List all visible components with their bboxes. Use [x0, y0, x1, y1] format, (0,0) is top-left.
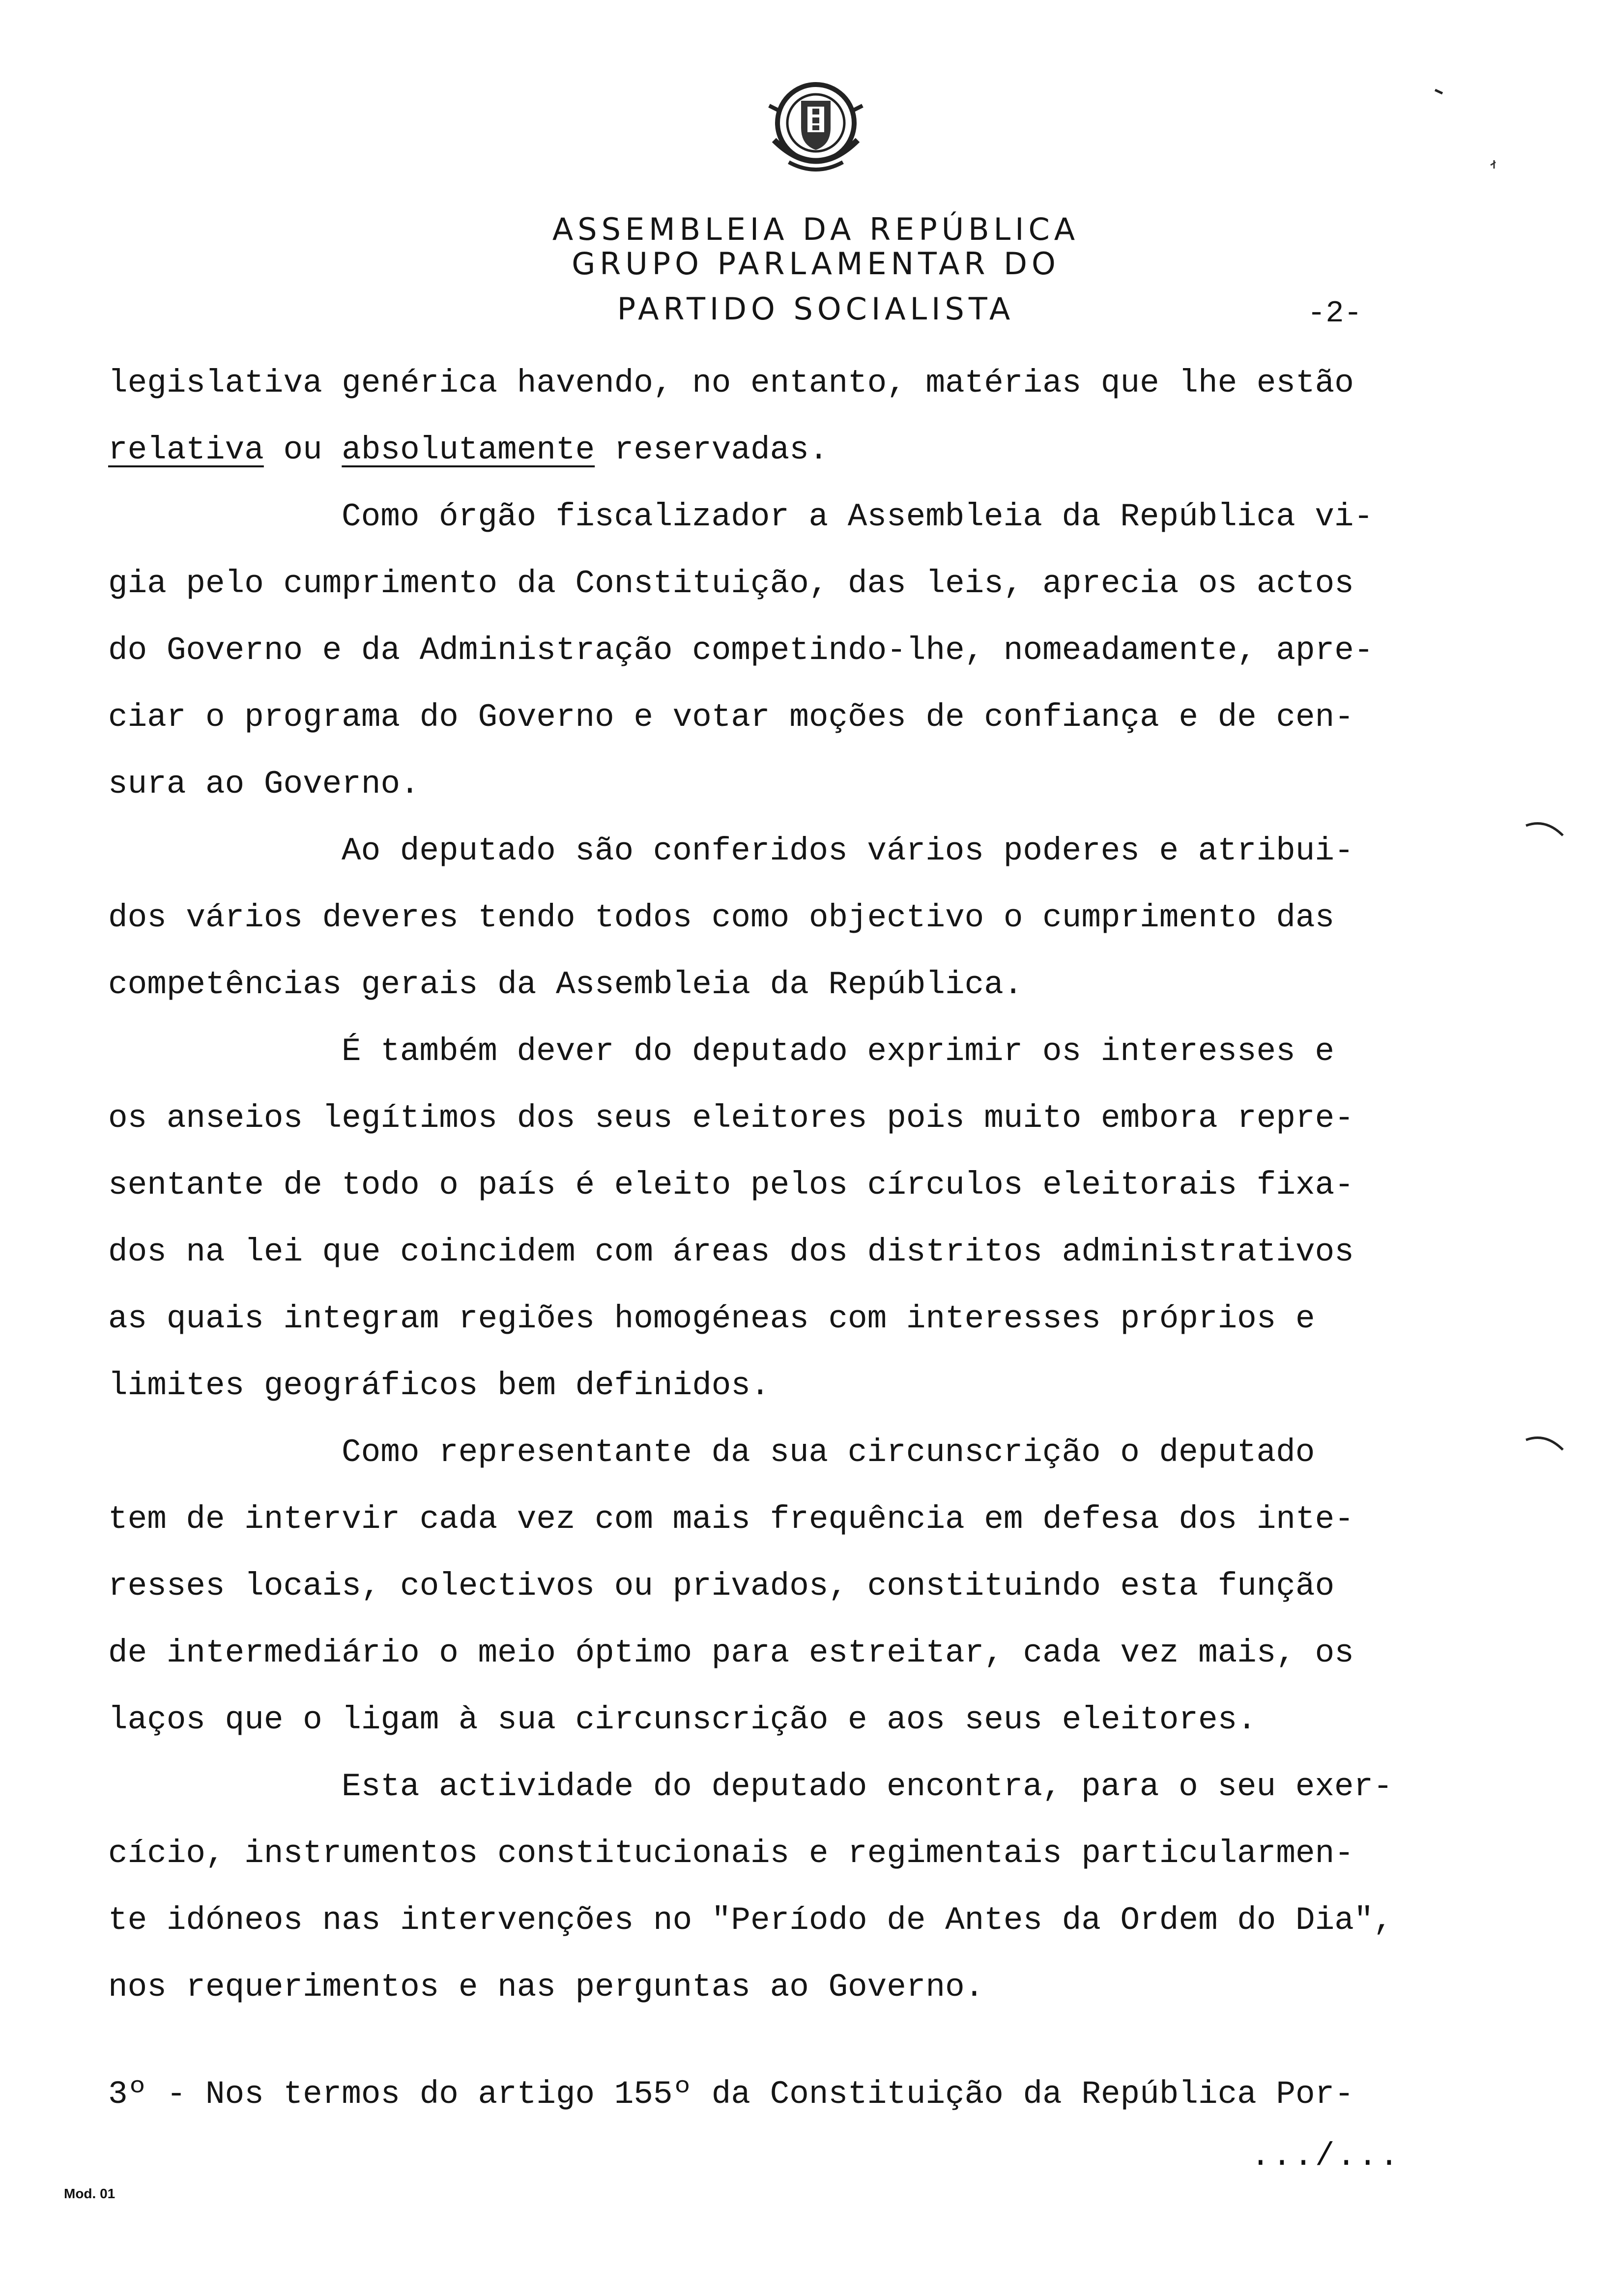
binder-hole-mark	[1524, 1430, 1568, 1460]
paragraph-first-line: Como órgão fiscalizador a Assembleia da República vi-	[342, 498, 1374, 535]
body-line: laços que o ligam à sua circunscrição e aos seus eleitores.	[108, 1701, 1257, 1738]
scan-speck	[1487, 156, 1501, 171]
continuation-mark: .../...	[1251, 2138, 1401, 2175]
body-line: nos requerimentos e nas perguntas ao Governo.	[108, 1969, 984, 2006]
scan-speck	[1433, 86, 1447, 101]
body-line: gia pelo cumprimento da Constituição, das leis, aprecia os actos	[108, 565, 1354, 602]
underlined-word: absolutamente	[342, 431, 595, 468]
header-institution: ASSEMBLEIA DA REPÚBLICA	[552, 211, 1080, 247]
paragraph-first-line: Como representante da sua circunscrição o deputado	[342, 1434, 1315, 1471]
coat-of-arms-emblem	[759, 76, 872, 189]
header-group: GRUPO PARLAMENTAR DO	[572, 246, 1060, 282]
body-line: dos na lei que coincidem com áreas dos distritos administrativos	[108, 1234, 1354, 1270]
body-line: os anseios legítimos dos seus eleitores pois muito embora repre-	[108, 1100, 1354, 1137]
body-line: legislativa genérica havendo, no entanto, matérias que lhe estão	[108, 365, 1354, 402]
form-code: Mod. 01	[64, 2186, 115, 2201]
body-line: te idóneos nas intervenções no "Período de Antes da Ordem do Dia",	[108, 1902, 1393, 1939]
body-line: cício, instrumentos constitucionais e regimentais particularmen-	[108, 1835, 1354, 1872]
header-party: PARTIDO SOCIALISTA	[617, 291, 1015, 327]
body-line: de intermediário o meio óptimo para estreitar, cada vez mais, os	[108, 1635, 1354, 1671]
body-line: do Governo e da Administração competindo-lhe, nomeadamente, apre-	[108, 632, 1374, 669]
text-fragment: reservadas.	[595, 431, 829, 468]
body-line	[108, 430, 828, 470]
body-line: dos vários deveres tendo todos como objectivo o cumprimento das	[108, 899, 1335, 936]
binder-hole-mark	[1524, 816, 1568, 845]
body-line: sentante de todo o país é eleito pelos círculos eleitorais fixa-	[108, 1167, 1354, 1204]
paragraph-first-line: É também dever do deputado exprimir os interesses e	[342, 1033, 1334, 1070]
body-line: limites geográficos bem definidos.	[108, 1367, 770, 1404]
body-line: tem de intervir cada vez com mais frequência em defesa dos inte-	[108, 1501, 1354, 1538]
paragraph-first-line: Ao deputado são conferidos vários poderes e atribui-	[342, 832, 1354, 869]
body-line: competências gerais da Assembleia da República.	[108, 966, 1023, 1003]
underlined-word: relativa	[108, 431, 264, 468]
text-fragment: ou	[263, 431, 342, 468]
body-line: as quais integram regiões homogéneas com interesses próprios e	[108, 1300, 1315, 1337]
numbered-clause-line: 3º - Nos termos do artigo 155º da Constituição da República Por-	[108, 2076, 1354, 2113]
body-line: resses locais, colectivos ou privados, constituindo esta função	[108, 1568, 1335, 1605]
page-number: -2-	[1307, 296, 1362, 331]
body-line: sura ao Governo.	[108, 766, 420, 803]
paragraph-first-line: Esta actividade do deputado encontra, para o seu exer-	[342, 1768, 1393, 1805]
body-line: ciar o programa do Governo e votar moções de confiança e de cen-	[108, 699, 1354, 736]
